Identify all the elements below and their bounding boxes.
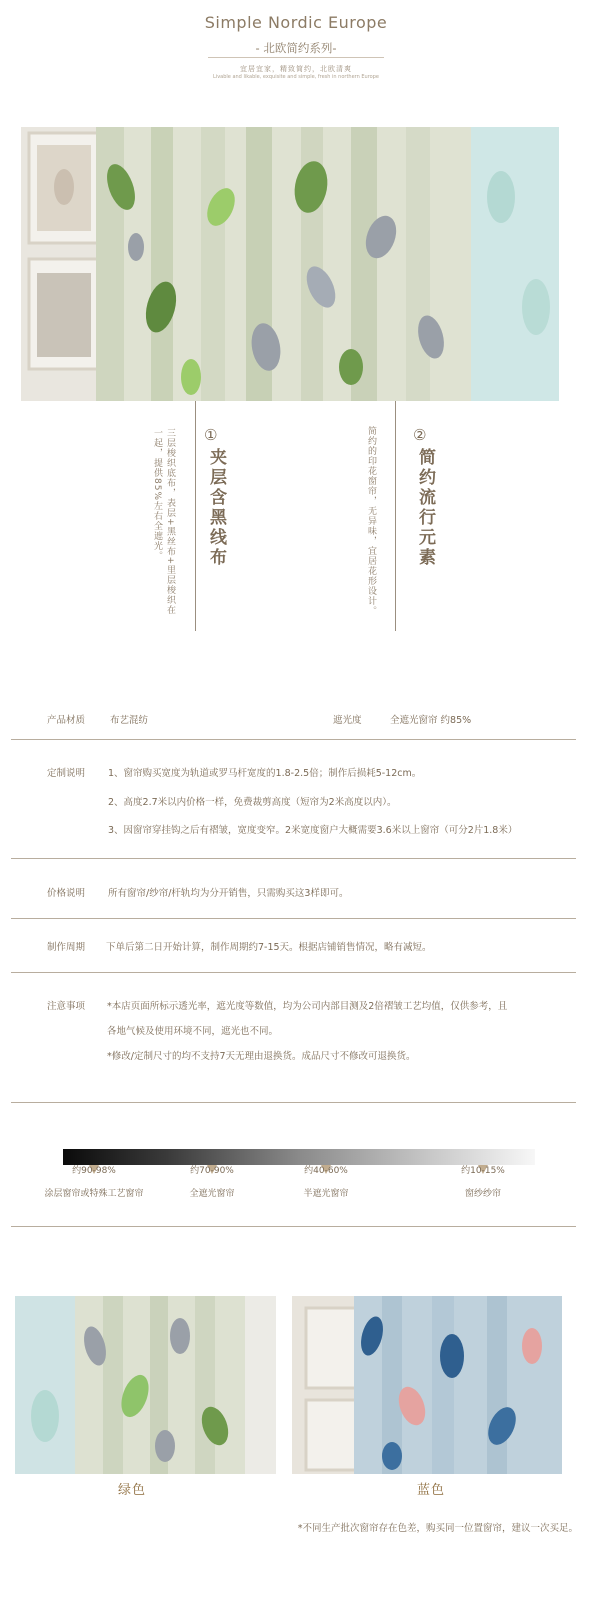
notes-line-1: *本店页面所标示透光率，遮光度等数值，均为公司内部目测及2倍褶皱工艺均值，仅供参考，且 — [107, 1001, 508, 1012]
custom-item-1: 1、窗帘购买宽度为轨道或罗马杆宽度的1.8-2.5倍；制作后损耗5-12cm。 — [108, 768, 422, 779]
scale-label-2: 全遮光窗帘 — [189, 1189, 235, 1199]
subtitle-cn: 宜居宜家，精致简约，北欧清爽 — [240, 65, 352, 73]
divider — [11, 918, 576, 919]
divider — [11, 858, 576, 859]
page-title-cn: - 北欧简约系列- — [255, 41, 337, 55]
divider — [11, 972, 576, 973]
feature-2-description: 简约的印花窗帘，无异味，宜居花形设计。 — [366, 426, 376, 616]
blue-variant-photo — [292, 1296, 562, 1474]
scale-label-3: 半遮光窗帘 — [303, 1189, 349, 1199]
feature-2-divider — [395, 401, 396, 631]
notes-line-2: 各地气候及使用环境不同，遮光也不同。 — [107, 1026, 279, 1037]
price-value: 所有窗帘/纱帘/杆轨均为分开销售，只需购买这3样即可。 — [108, 888, 349, 899]
feature-1-title: 夹层含黑线布 — [206, 448, 226, 568]
footer-note: *不同生产批次窗帘存在色差，购买同一位置窗帘，建议一次买足。 — [297, 1523, 578, 1534]
product-photo-main — [21, 127, 559, 401]
title-divider — [208, 57, 384, 58]
scale-percent-2: 约70-90% — [190, 1166, 234, 1176]
divider — [11, 739, 576, 740]
custom-label: 定制说明 — [47, 768, 86, 779]
scale-label-1: 涂层窗帘或特殊工艺窗帘 — [44, 1189, 144, 1199]
scale-label-4: 窗纱纱帘 — [464, 1189, 501, 1199]
period-label: 制作周期 — [47, 942, 86, 953]
notes-label: 注意事项 — [47, 1001, 86, 1012]
price-label: 价格说明 — [47, 888, 86, 899]
divider — [11, 1102, 576, 1103]
scale-percent-3: 约40-60% — [304, 1166, 348, 1176]
material-label: 产品材质 — [47, 715, 86, 726]
feature-2-number: ② — [413, 426, 427, 444]
custom-item-2: 2、高度2.7米以内价格一样，免费裁剪高度（短帘为2米高度以内）。 — [108, 797, 397, 808]
feature-2-title: 简约流行元素 — [415, 448, 435, 568]
period-value: 下单后第二日开始计算，制作周期约7-15天。根据店铺销售情况，略有减短。 — [106, 942, 432, 953]
feature-1-number: ① — [204, 426, 218, 444]
scale-percent-4: 约10-15% — [461, 1166, 505, 1176]
green-variant-photo — [15, 1296, 276, 1474]
divider — [11, 1226, 576, 1227]
shading-label: 遮光度 — [333, 715, 362, 726]
color-name-green: 绿色 — [117, 1483, 146, 1498]
custom-item-3: 3、因窗帘穿挂钩之后有褶皱，宽度变窄。2米宽度窗户大概需要3.6米以上窗帘（可分2片1.8米） — [108, 825, 518, 836]
feature-1-description: 三层梭织底布，表层+黑丝布+里层梭织在一起，提供85%左右全遮光。 — [152, 428, 175, 616]
material-value: 布艺混纺 — [110, 715, 149, 726]
page-title-en: Simple Nordic Europe — [204, 13, 388, 32]
subtitle-en: Livable and likable, exquisite and simple, fresh in northern Europe — [213, 74, 379, 80]
notes-line-3: *修改/定制尺寸的均不支持7天无理由退换货。成品尺寸不修改可退换货。 — [107, 1051, 416, 1062]
shading-value: 全遮光窗帘 约85% — [390, 715, 472, 726]
color-name-blue: 蓝色 — [416, 1483, 445, 1498]
scale-percent-1: 约90-98% — [72, 1166, 116, 1176]
feature-1-divider — [195, 401, 196, 631]
